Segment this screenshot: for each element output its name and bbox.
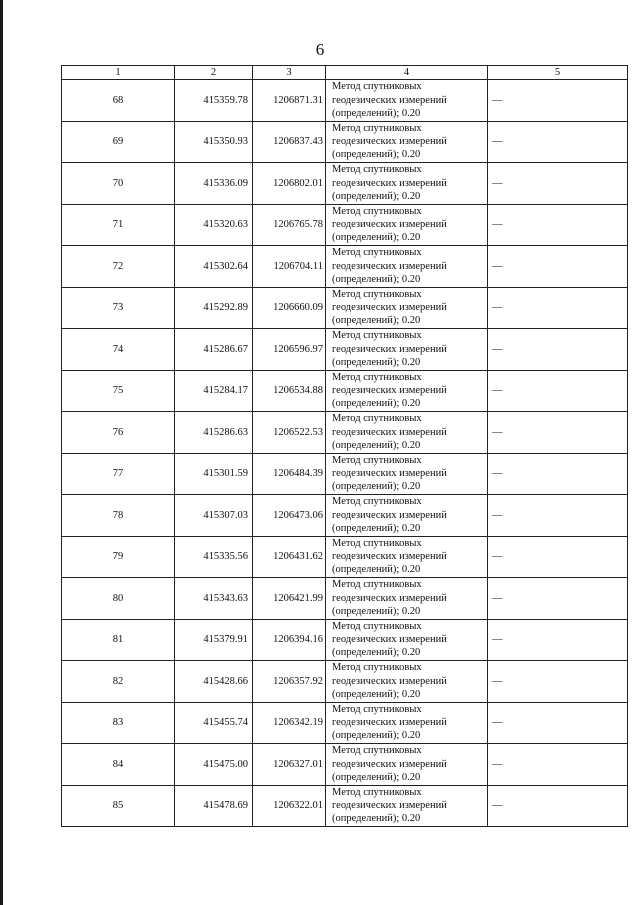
y-coordinate-cell: 1206327.01	[253, 744, 326, 786]
point-number-cell: 73	[62, 287, 175, 329]
point-number-cell: 81	[62, 619, 175, 661]
table-row	[62, 329, 628, 371]
column-header-5: 5	[488, 66, 628, 80]
method-text-line: (определений); 0.20	[332, 356, 421, 368]
y-coordinate-cell: 1206421.99	[253, 578, 326, 620]
note-cell: —	[488, 370, 628, 412]
table-row	[62, 204, 628, 246]
x-coordinate-cell: 415359.78	[175, 80, 253, 122]
x-coordinate-cell: 415455.74	[175, 702, 253, 744]
note-cell: —	[488, 246, 628, 288]
method-text-line: геодезических измерений	[332, 758, 447, 770]
method-text-line: (определений); 0.20	[332, 564, 421, 576]
y-coordinate-cell: 1206394.16	[253, 619, 326, 661]
method-text-line: Метод спутниковых	[332, 247, 422, 259]
method-text-line: (определений); 0.20	[332, 813, 421, 825]
method-text-line: Метод спутниковых	[332, 579, 422, 591]
note-cell: —	[488, 204, 628, 246]
method-text-line: Метод спутниковых	[332, 371, 422, 383]
method-text-line: (определений); 0.20	[332, 522, 421, 534]
y-coordinate-cell: 1206484.39	[253, 453, 326, 495]
x-coordinate-cell: 415320.63	[175, 204, 253, 246]
note-cell: —	[488, 80, 628, 122]
method-cell	[326, 412, 488, 454]
method-cell	[326, 744, 488, 786]
scan-left-edge	[0, 0, 3, 905]
method-text-line: Метод спутниковых	[332, 122, 422, 134]
y-coordinate-cell: 1206357.92	[253, 661, 326, 703]
method-text-line: Метод спутниковых	[332, 330, 422, 342]
note-cell: —	[488, 661, 628, 703]
method-text-line: геодезических измерений	[332, 94, 447, 106]
coordinates-table	[61, 65, 628, 827]
point-number-cell: 84	[62, 744, 175, 786]
note-cell: —	[488, 536, 628, 578]
table-row	[62, 661, 628, 703]
x-coordinate-cell: 415286.67	[175, 329, 253, 371]
method-cell	[326, 370, 488, 412]
method-text-line: (определений); 0.20	[332, 273, 421, 285]
y-coordinate-cell: 1206473.06	[253, 495, 326, 537]
method-text-line: Метод спутниковых	[332, 288, 422, 300]
method-text-line: (определений); 0.20	[332, 232, 421, 244]
method-text-line: геодезических измерений	[332, 634, 447, 646]
method-text-line: геодезических измерений	[332, 717, 447, 729]
table-row	[62, 495, 628, 537]
table-row	[62, 744, 628, 786]
point-number-cell: 83	[62, 702, 175, 744]
method-cell	[326, 329, 488, 371]
table-row	[62, 453, 628, 495]
table-row	[62, 578, 628, 620]
method-text-line: геодезических измерений	[332, 136, 447, 148]
method-cell	[326, 661, 488, 703]
method-cell	[326, 163, 488, 205]
method-text-line: Метод спутниковых	[332, 413, 422, 425]
method-text-line: (определений); 0.20	[332, 688, 421, 700]
method-text-line: Метод спутниковых	[332, 205, 422, 217]
column-header-3: 3	[253, 66, 326, 80]
method-cell	[326, 287, 488, 329]
method-text-line: (определений); 0.20	[332, 107, 421, 119]
method-text-line: геодезических измерений	[332, 343, 447, 355]
method-text-line: геодезических измерений	[332, 219, 447, 231]
method-cell	[326, 204, 488, 246]
method-text-line: геодезических измерений	[332, 385, 447, 397]
point-number-cell: 74	[62, 329, 175, 371]
method-text-line: геодезических измерений	[332, 800, 447, 812]
column-header-1: 1	[62, 66, 175, 80]
note-cell: —	[488, 619, 628, 661]
table-row	[62, 370, 628, 412]
y-coordinate-cell: 1206802.01	[253, 163, 326, 205]
method-cell	[326, 453, 488, 495]
method-text-line: Метод спутниковых	[332, 745, 422, 757]
table-row	[62, 80, 628, 122]
x-coordinate-cell: 415302.64	[175, 246, 253, 288]
note-cell: —	[488, 121, 628, 163]
point-number-cell: 82	[62, 661, 175, 703]
method-text-line: (определений); 0.20	[332, 398, 421, 410]
method-text-line: Метод спутниковых	[332, 786, 422, 798]
note-cell: —	[488, 329, 628, 371]
y-coordinate-cell: 1206522.53	[253, 412, 326, 454]
x-coordinate-cell: 415336.09	[175, 163, 253, 205]
point-number-cell: 76	[62, 412, 175, 454]
table-row	[62, 246, 628, 288]
note-cell: —	[488, 495, 628, 537]
x-coordinate-cell: 415286.63	[175, 412, 253, 454]
method-text-line: Метод спутниковых	[332, 164, 422, 176]
method-text-line: (определений); 0.20	[332, 190, 421, 202]
method-cell	[326, 121, 488, 163]
x-coordinate-cell: 415350.93	[175, 121, 253, 163]
note-cell: —	[488, 453, 628, 495]
table-header-row	[62, 66, 628, 80]
column-header-4: 4	[326, 66, 488, 80]
point-number-cell: 78	[62, 495, 175, 537]
point-number-cell: 80	[62, 578, 175, 620]
method-text-line: Метод спутниковых	[332, 81, 422, 93]
method-text-line: Метод спутниковых	[332, 620, 422, 632]
page-number: 6	[315, 40, 325, 59]
method-cell	[326, 619, 488, 661]
method-text-line: геодезических измерений	[332, 509, 447, 521]
note-cell: —	[488, 744, 628, 786]
y-coordinate-cell: 1206596.97	[253, 329, 326, 371]
method-text-line: Метод спутниковых	[332, 537, 422, 549]
point-number-cell: 72	[62, 246, 175, 288]
note-cell: —	[488, 785, 628, 827]
y-coordinate-cell: 1206871.31	[253, 80, 326, 122]
x-coordinate-cell: 415307.03	[175, 495, 253, 537]
method-text-line: геодезических измерений	[332, 260, 447, 272]
note-cell: —	[488, 412, 628, 454]
point-number-cell: 70	[62, 163, 175, 205]
method-text-line: (определений); 0.20	[332, 149, 421, 161]
method-text-line: геодезических измерений	[332, 592, 447, 604]
y-coordinate-cell: 1206534.88	[253, 370, 326, 412]
method-cell	[326, 536, 488, 578]
y-coordinate-cell: 1206322.01	[253, 785, 326, 827]
y-coordinate-cell: 1206765.78	[253, 204, 326, 246]
x-coordinate-cell: 415284.17	[175, 370, 253, 412]
y-coordinate-cell: 1206704.11	[253, 246, 326, 288]
method-text-line: (определений); 0.20	[332, 605, 421, 617]
point-number-cell: 79	[62, 536, 175, 578]
method-text-line: геодезических измерений	[332, 426, 447, 438]
x-coordinate-cell: 415475.00	[175, 744, 253, 786]
method-text-line: геодезических измерений	[332, 675, 447, 687]
method-text-line: геодезических измерений	[332, 551, 447, 563]
method-text-line: (определений); 0.20	[332, 730, 421, 742]
point-number-cell: 77	[62, 453, 175, 495]
y-coordinate-cell: 1206342.19	[253, 702, 326, 744]
note-cell: —	[488, 578, 628, 620]
method-text-line: (определений); 0.20	[332, 481, 421, 493]
method-text-line: геодезических измерений	[332, 468, 447, 480]
method-text-line: Метод спутниковых	[332, 454, 422, 466]
method-text-line: (определений); 0.20	[332, 771, 421, 783]
x-coordinate-cell: 415343.63	[175, 578, 253, 620]
table-row	[62, 121, 628, 163]
y-coordinate-cell: 1206660.09	[253, 287, 326, 329]
method-text-line: (определений); 0.20	[332, 647, 421, 659]
method-cell	[326, 246, 488, 288]
table-row	[62, 785, 628, 827]
method-text-line: геодезических измерений	[332, 177, 447, 189]
method-text-line: (определений); 0.20	[332, 439, 421, 451]
x-coordinate-cell: 415478.69	[175, 785, 253, 827]
note-cell: —	[488, 702, 628, 744]
method-cell	[326, 495, 488, 537]
x-coordinate-cell: 415292.89	[175, 287, 253, 329]
method-text-line: Метод спутниковых	[332, 662, 422, 674]
table-row	[62, 412, 628, 454]
x-coordinate-cell: 415335.56	[175, 536, 253, 578]
y-coordinate-cell: 1206837.43	[253, 121, 326, 163]
point-number-cell: 75	[62, 370, 175, 412]
method-cell	[326, 785, 488, 827]
x-coordinate-cell: 415428.66	[175, 661, 253, 703]
method-cell	[326, 702, 488, 744]
method-text-line: (определений); 0.20	[332, 315, 421, 327]
y-coordinate-cell: 1206431.62	[253, 536, 326, 578]
table-row	[62, 619, 628, 661]
method-cell	[326, 578, 488, 620]
point-number-cell: 85	[62, 785, 175, 827]
point-number-cell: 71	[62, 204, 175, 246]
column-header-2: 2	[175, 66, 253, 80]
x-coordinate-cell: 415379.91	[175, 619, 253, 661]
point-number-cell: 68	[62, 80, 175, 122]
table-row	[62, 287, 628, 329]
point-number-cell: 69	[62, 121, 175, 163]
x-coordinate-cell: 415301.59	[175, 453, 253, 495]
table-row	[62, 702, 628, 744]
table-row	[62, 536, 628, 578]
note-cell: —	[488, 287, 628, 329]
method-text-line: Метод спутниковых	[332, 496, 422, 508]
method-text-line: Метод спутниковых	[332, 703, 422, 715]
method-text-line: геодезических измерений	[332, 302, 447, 314]
note-cell: —	[488, 163, 628, 205]
table-row	[62, 163, 628, 205]
method-cell	[326, 80, 488, 122]
